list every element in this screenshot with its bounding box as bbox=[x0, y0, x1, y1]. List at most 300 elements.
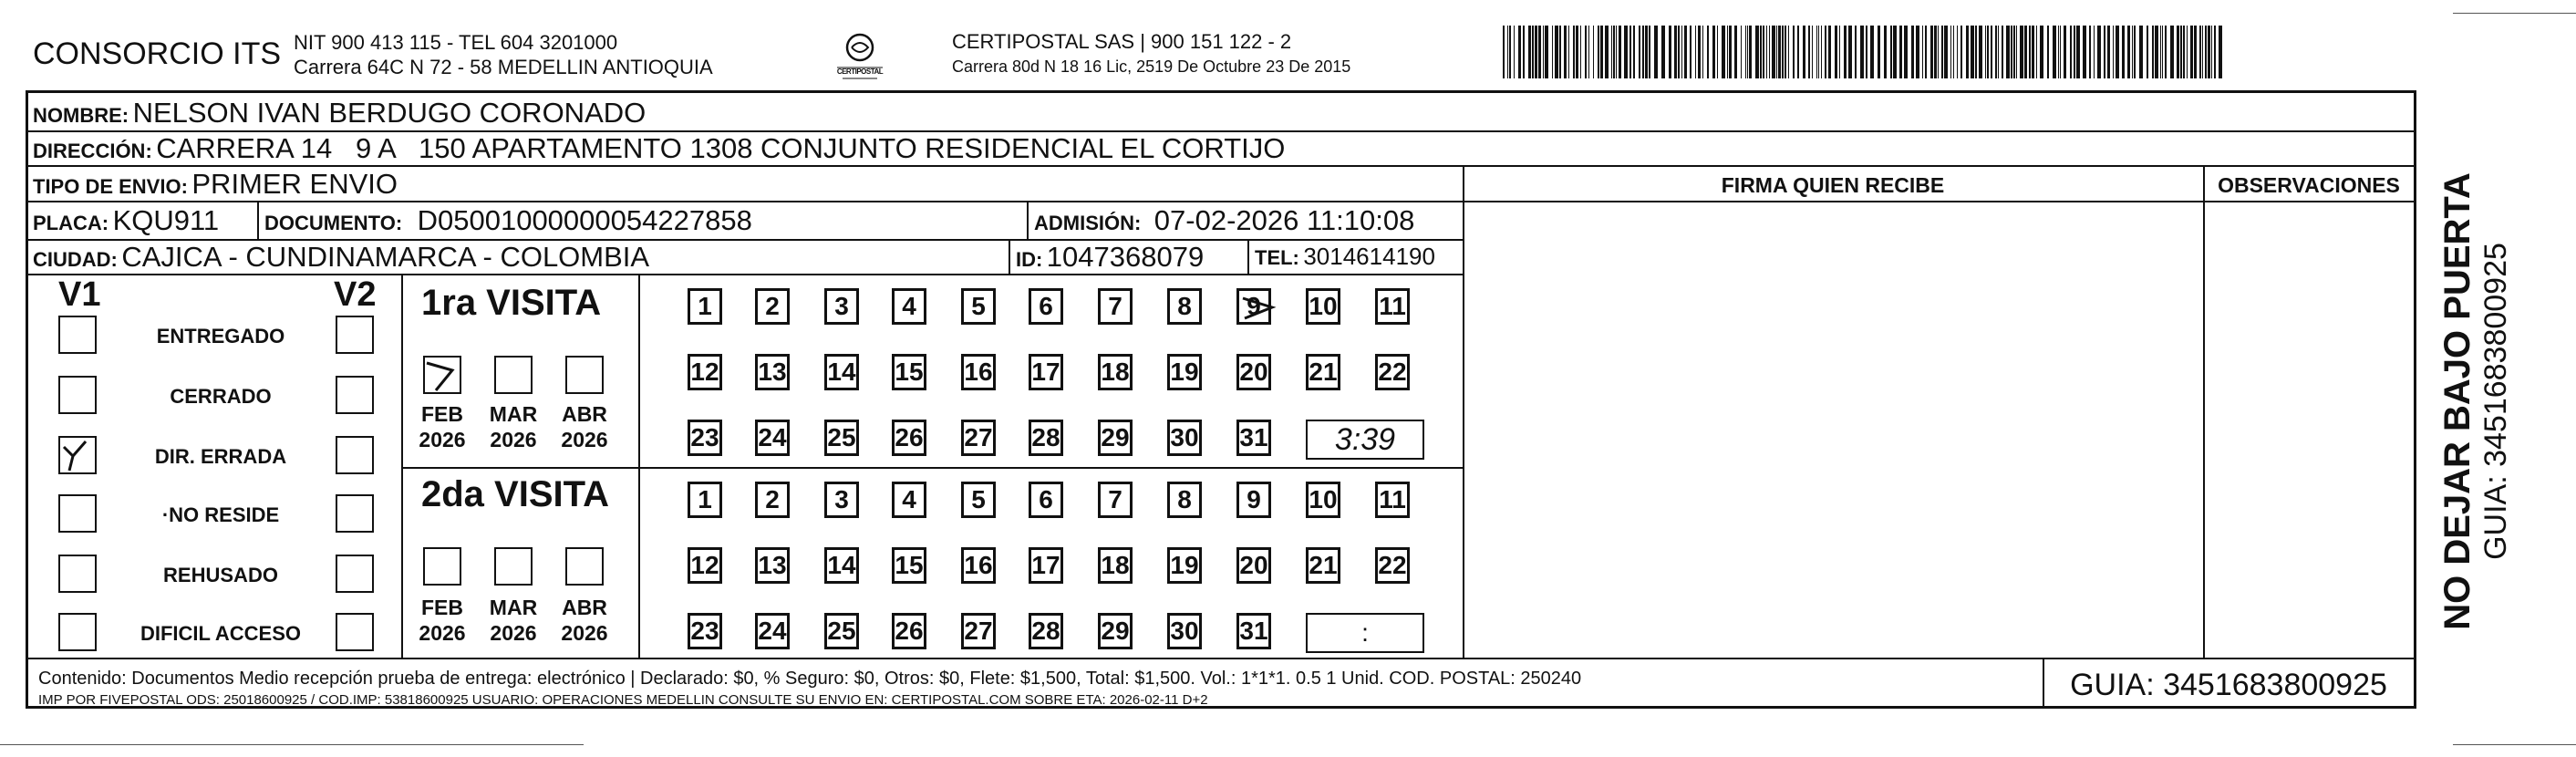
barcode-bar bbox=[2155, 26, 2158, 78]
first-visit-day-box[interactable] bbox=[1236, 288, 1271, 325]
admision-label: ADMISIÓN: bbox=[1034, 212, 1142, 234]
day-number: 4 bbox=[902, 292, 916, 320]
barcode-bar bbox=[2177, 26, 2179, 78]
tel-label: TEL: bbox=[1255, 246, 1299, 269]
first-visit-day-box[interactable] bbox=[755, 288, 790, 325]
check-mark-icon bbox=[425, 358, 461, 394]
month-name: ABR bbox=[562, 596, 607, 619]
barcode-bar bbox=[1605, 26, 1609, 78]
barcode-bar bbox=[2183, 26, 2185, 78]
day-number: 14 bbox=[827, 358, 856, 386]
day-number: 8 bbox=[1177, 292, 1192, 320]
second-visit-day-box[interactable] bbox=[1098, 547, 1133, 584]
barcode-bar bbox=[1979, 26, 1982, 78]
barcode-bar bbox=[1816, 26, 1817, 78]
day-number: 16 bbox=[964, 358, 993, 386]
v1-checkbox[interactable] bbox=[58, 555, 97, 593]
v2-checkbox[interactable] bbox=[336, 555, 374, 593]
barcode-bar bbox=[1695, 26, 1696, 78]
first-visit-day-box[interactable] bbox=[824, 420, 859, 456]
barcode-bar bbox=[1532, 26, 1534, 78]
barcode-bar bbox=[2029, 26, 2031, 78]
barcode-bar bbox=[1545, 26, 1548, 78]
day-number: 19 bbox=[1170, 358, 1199, 386]
second-visit-time-box[interactable]: : bbox=[1306, 613, 1424, 653]
barcode-bar bbox=[1568, 26, 1569, 78]
first-visit-day-box[interactable] bbox=[892, 288, 926, 325]
second-visit-day-box[interactable] bbox=[688, 547, 722, 584]
day-number: 2 bbox=[765, 292, 780, 320]
day-number: 1 bbox=[698, 485, 712, 513]
admision-value: 07-02-2026 11:10:08 bbox=[1154, 204, 1415, 236]
barcode-bar bbox=[1957, 26, 1958, 78]
second-visit-day-box[interactable] bbox=[1306, 482, 1340, 518]
nombre-label: NOMBRE: bbox=[33, 104, 129, 127]
observaciones-header: OBSERVACIONES bbox=[2218, 173, 2400, 197]
barcode-bar bbox=[1769, 26, 1770, 78]
barcode-bar bbox=[1745, 26, 1746, 78]
first-visit-day-box[interactable] bbox=[1029, 420, 1063, 456]
barcode-bar bbox=[1755, 26, 1759, 78]
ciudad-value: CAJICA - CUNDINAMARCA - COLOMBIA bbox=[121, 241, 650, 273]
second-visit-day-box[interactable] bbox=[1098, 613, 1133, 649]
barcode-bar bbox=[1985, 26, 1986, 78]
barcode-bar bbox=[1722, 26, 1725, 78]
barcode-bar bbox=[2074, 26, 2075, 78]
day-number: 9 bbox=[1247, 485, 1261, 513]
barcode-bar bbox=[1661, 26, 1665, 78]
barcode-bar bbox=[1930, 26, 1933, 78]
barcode-bar bbox=[2064, 26, 2066, 78]
barcode-bar bbox=[1707, 26, 1709, 78]
barcode-bar bbox=[1538, 26, 1541, 78]
barcode-bar bbox=[1633, 26, 1635, 78]
day-number: 12 bbox=[690, 358, 719, 386]
day-number: 1 bbox=[698, 292, 712, 320]
month-label bbox=[486, 595, 541, 646]
barcode-bar bbox=[1971, 26, 1974, 78]
barcode-bar bbox=[2070, 26, 2072, 78]
second-visit-day-box[interactable] bbox=[961, 613, 996, 649]
second-visit-day-box[interactable] bbox=[824, 482, 859, 518]
company-nit: NIT 900 413 115 - TEL 604 3201000 bbox=[294, 31, 618, 54]
barcode-bar bbox=[1821, 26, 1822, 78]
barcode-bar bbox=[1564, 26, 1567, 78]
barcode-bar bbox=[1785, 26, 1786, 78]
day-number: 17 bbox=[1031, 551, 1060, 579]
barcode-bar bbox=[1860, 26, 1864, 78]
barcode-bar bbox=[1776, 26, 1777, 78]
barcode-bar bbox=[1812, 26, 1813, 78]
day-number: 13 bbox=[758, 551, 787, 579]
v2-checkbox[interactable] bbox=[336, 494, 374, 533]
ciudad-label: CIUDAD: bbox=[33, 248, 118, 271]
barcode-bar bbox=[2162, 26, 2163, 78]
barcode-bar bbox=[1580, 26, 1581, 78]
side-guia: GUIA: 3451683800925 bbox=[2478, 243, 2513, 560]
month-label bbox=[557, 595, 612, 646]
first-visit-day-box[interactable] bbox=[1029, 288, 1063, 325]
barcode-bar bbox=[1585, 26, 1587, 78]
first-visit-day-box[interactable] bbox=[824, 288, 859, 325]
day-number: 23 bbox=[690, 423, 719, 451]
second-visit-day-box[interactable] bbox=[1167, 482, 1202, 518]
second-visit-day-box[interactable] bbox=[1236, 547, 1271, 584]
month-name: MAR bbox=[489, 596, 538, 619]
barcode-bar bbox=[1797, 26, 1799, 78]
month-checkbox[interactable] bbox=[565, 547, 604, 586]
barcode-bar bbox=[2134, 26, 2136, 78]
first-visit-day-box[interactable] bbox=[688, 354, 722, 390]
barcode-bar bbox=[1950, 26, 1951, 78]
barcode-bar bbox=[1749, 26, 1752, 78]
first-visit-day-box[interactable] bbox=[1306, 354, 1340, 390]
check-mark-icon bbox=[1237, 289, 1278, 326]
barcode-bar bbox=[2180, 26, 2182, 78]
barcode-bar bbox=[1808, 26, 1810, 78]
barcode-bar bbox=[1717, 26, 1718, 78]
second-visit-day-box[interactable] bbox=[824, 613, 859, 649]
barcode-bar bbox=[1734, 26, 1737, 78]
id-label: ID: bbox=[1016, 248, 1043, 271]
barcode-bar bbox=[1848, 26, 1852, 78]
day-number: 18 bbox=[1101, 551, 1130, 579]
v1-checkbox[interactable] bbox=[58, 613, 97, 651]
barcode-bar bbox=[1870, 26, 1874, 78]
day-number: 9 bbox=[1247, 292, 1261, 320]
barcode-bar bbox=[1616, 26, 1617, 78]
first-visit-time-box[interactable]: 3:39 bbox=[1306, 420, 1424, 460]
status-label: DIR. ERRADA bbox=[154, 445, 287, 468]
barcode-bar bbox=[1678, 26, 1680, 78]
barcode-bar bbox=[2219, 26, 2222, 78]
first-visit-title: 1ra VISITA bbox=[421, 283, 602, 323]
second-visit-day-box[interactable] bbox=[755, 613, 790, 649]
status-label: ·NO RESIDE bbox=[161, 503, 280, 526]
v1-header: V1 bbox=[58, 275, 101, 314]
barcode-bar bbox=[1576, 26, 1578, 78]
month-year: 2026 bbox=[490, 621, 537, 645]
footer-contents: Contenido: Documentos Medio recepción prueba de entrega: electrónico | Declarado: $0, % Seguro: $0, Otros: $0, Flete: $1,500, Total: $1,500. Vol.: 1*1*1. 0.5 1 Unid. COD. POSTAL: 250240 bbox=[38, 669, 1582, 689]
barcode-bar bbox=[2024, 26, 2027, 78]
v2-header: V2 bbox=[334, 275, 377, 314]
month-label bbox=[415, 595, 470, 646]
month-checkbox[interactable] bbox=[494, 547, 533, 586]
second-visit-title: 2da VISITA bbox=[421, 474, 609, 514]
barcode-bar bbox=[1747, 26, 1748, 78]
second-visit-day-box[interactable] bbox=[1167, 547, 1202, 584]
month-year: 2026 bbox=[419, 428, 466, 451]
day-number: 25 bbox=[827, 617, 856, 645]
day-number: 26 bbox=[895, 423, 924, 451]
month-year: 2026 bbox=[490, 428, 537, 451]
month-label bbox=[415, 401, 470, 452]
month-label bbox=[486, 401, 541, 452]
barcode-bar bbox=[1763, 26, 1764, 78]
barcode-bar bbox=[1803, 26, 1805, 78]
day-number: 31 bbox=[1239, 617, 1268, 645]
day-number: 18 bbox=[1101, 358, 1130, 386]
tipo-envio-value: PRIMER ENVIO bbox=[191, 168, 398, 200]
day-number: 29 bbox=[1101, 617, 1130, 645]
barcode-bar bbox=[1645, 26, 1648, 78]
barcode-bar bbox=[1698, 26, 1701, 78]
month-checkbox[interactable] bbox=[423, 356, 461, 394]
placa-label: PLACA: bbox=[33, 212, 109, 234]
barcode-bar bbox=[1619, 26, 1621, 78]
barcode-bar bbox=[1681, 26, 1682, 78]
barcode-bar bbox=[1904, 26, 1908, 78]
barcode-bar bbox=[2013, 26, 2015, 78]
first-visit-day-box[interactable] bbox=[961, 420, 996, 456]
barcode-bar bbox=[1555, 26, 1558, 78]
barcode-bar bbox=[2047, 26, 2049, 78]
day-number: 21 bbox=[1309, 358, 1338, 386]
second-visit-day-box[interactable] bbox=[1375, 547, 1410, 584]
barcode-bar bbox=[2127, 26, 2130, 78]
status-label: DIFICIL ACCESO bbox=[140, 622, 301, 645]
barcode-bar bbox=[2076, 26, 2080, 78]
first-visit-day-box[interactable] bbox=[1167, 354, 1202, 390]
first-visit-day-box[interactable] bbox=[961, 354, 996, 390]
barcode-bar bbox=[2160, 26, 2161, 78]
day-number: 26 bbox=[895, 617, 924, 645]
second-visit-day-box[interactable] bbox=[688, 482, 722, 518]
month-checkbox[interactable] bbox=[565, 356, 604, 394]
first-visit-day-box[interactable] bbox=[1236, 354, 1271, 390]
second-visit-day-box[interactable] bbox=[755, 547, 790, 584]
barcode-bar bbox=[1649, 26, 1650, 78]
check-mark-icon bbox=[60, 438, 97, 474]
second-visit-day-box[interactable] bbox=[1098, 482, 1133, 518]
direccion-label: DIRECCIÓN: bbox=[33, 140, 152, 162]
v2-checkbox[interactable] bbox=[336, 436, 374, 474]
first-visit-day-box[interactable] bbox=[1236, 420, 1271, 456]
month-checkbox[interactable] bbox=[494, 356, 533, 394]
barcode-bar bbox=[1890, 26, 1892, 78]
second-visit-day-box[interactable] bbox=[1375, 482, 1410, 518]
barcode-bar bbox=[2116, 26, 2119, 78]
barcode-bar bbox=[1855, 26, 1857, 78]
barcode-bar bbox=[2016, 26, 2017, 78]
barcode-bar bbox=[2211, 26, 2212, 78]
month-name: MAR bbox=[489, 402, 538, 426]
barcode-bar bbox=[1613, 26, 1615, 78]
month-name: ABR bbox=[562, 402, 607, 426]
barcode-bar bbox=[1528, 26, 1531, 78]
barcode-bar bbox=[1674, 26, 1677, 78]
v1-checkbox[interactable] bbox=[58, 316, 97, 354]
second-visit-day-box[interactable] bbox=[824, 547, 859, 584]
barcode-bar bbox=[1788, 26, 1789, 78]
second-visit-day-box[interactable] bbox=[892, 547, 926, 584]
day-number: 28 bbox=[1031, 617, 1060, 645]
barcode-bar bbox=[1741, 26, 1742, 78]
day-number: 20 bbox=[1239, 358, 1268, 386]
first-visit-day-box[interactable] bbox=[688, 420, 722, 456]
month-year: 2026 bbox=[419, 621, 466, 645]
barcode-bar bbox=[1624, 26, 1628, 78]
second-visit-day-box[interactable] bbox=[1236, 613, 1271, 649]
side-text bbox=[2421, 164, 2530, 638]
barcode-bar bbox=[2060, 26, 2061, 78]
first-visit-day-box[interactable] bbox=[1098, 420, 1133, 456]
day-number: 24 bbox=[758, 617, 787, 645]
barcode-bar bbox=[1588, 26, 1589, 78]
day-number: 16 bbox=[964, 551, 993, 579]
second-visit-day-box[interactable] bbox=[1029, 547, 1063, 584]
barcode-bar bbox=[1839, 26, 1840, 78]
first-visit-day-box[interactable] bbox=[1098, 288, 1133, 325]
barcode-bar bbox=[1866, 26, 1867, 78]
barcode-bar bbox=[1793, 26, 1795, 78]
barcode-bar bbox=[2132, 26, 2133, 78]
day-number: 30 bbox=[1170, 423, 1199, 451]
first-visit-day-box[interactable] bbox=[1306, 288, 1340, 325]
v1-checkbox[interactable] bbox=[58, 436, 97, 474]
barcode-bar bbox=[2202, 26, 2203, 78]
second-visit-day-box[interactable] bbox=[1029, 613, 1063, 649]
barcode-bar bbox=[2020, 26, 2023, 78]
status-label: REHUSADO bbox=[163, 564, 278, 586]
v2-checkbox[interactable] bbox=[336, 376, 374, 414]
barcode-bar bbox=[2040, 26, 2043, 78]
direccion-value: CARRERA 14 9 A 150 APARTAMENTO 1308 CONJUNTO RESIDENCIAL EL CORTIJO bbox=[156, 132, 1286, 164]
barcode-bar bbox=[2205, 26, 2207, 78]
day-number: 27 bbox=[964, 617, 993, 645]
second-visit-day-box[interactable] bbox=[1029, 482, 1063, 518]
barcode-bar bbox=[1518, 26, 1521, 78]
barcode-bar bbox=[1878, 26, 1880, 78]
barcode-bar bbox=[2152, 26, 2154, 78]
barcode-bar bbox=[1629, 26, 1631, 78]
barcode-bar bbox=[1893, 26, 1897, 78]
first-visit-day-box[interactable] bbox=[1375, 288, 1410, 325]
v1-checkbox[interactable] bbox=[58, 376, 97, 414]
day-number: 28 bbox=[1031, 423, 1060, 451]
barcode-bar bbox=[1828, 26, 1831, 78]
barcode-bar bbox=[1899, 26, 1902, 78]
day-number: 6 bbox=[1039, 292, 1053, 320]
second-visit-day-box[interactable] bbox=[755, 482, 790, 518]
barcode-bar bbox=[1998, 26, 1999, 78]
day-number: 6 bbox=[1039, 485, 1053, 513]
day-number: 27 bbox=[964, 423, 993, 451]
barcode-bar bbox=[1514, 26, 1515, 78]
barcode-bar bbox=[2036, 26, 2037, 78]
barcode-bar bbox=[1727, 26, 1728, 78]
second-visit-day-box[interactable] bbox=[1236, 482, 1271, 518]
barcode-bar bbox=[1911, 26, 1914, 78]
barcode-bar bbox=[1669, 26, 1671, 78]
status-label: CERRADO bbox=[170, 385, 272, 408]
barcode-bar bbox=[1702, 26, 1703, 78]
day-number: 5 bbox=[971, 485, 986, 513]
day-number: 5 bbox=[971, 292, 986, 320]
first-visit-day-box[interactable] bbox=[755, 354, 790, 390]
first-visit-day-box[interactable] bbox=[1375, 354, 1410, 390]
barcode-bar bbox=[2002, 26, 2003, 78]
day-number: 12 bbox=[690, 551, 719, 579]
barcode-bar bbox=[1934, 26, 1937, 78]
day-number: 25 bbox=[827, 423, 856, 451]
v1-checkbox[interactable] bbox=[58, 494, 97, 533]
second-visit-day-box[interactable] bbox=[961, 547, 996, 584]
barcode-bar bbox=[2187, 26, 2188, 78]
barcode-bar bbox=[1782, 26, 1784, 78]
second-visit-day-box[interactable] bbox=[1306, 547, 1340, 584]
second-visit-day-box[interactable] bbox=[892, 482, 926, 518]
second-visit-day-box[interactable] bbox=[688, 613, 722, 649]
first-visit-day-box[interactable] bbox=[755, 420, 790, 456]
day-number: 11 bbox=[1379, 485, 1406, 513]
first-visit-day-box[interactable] bbox=[688, 288, 722, 325]
barcode-bar bbox=[2139, 26, 2143, 78]
barcode-bar bbox=[1552, 26, 1553, 78]
day-number: 19 bbox=[1170, 551, 1199, 579]
v2-checkbox[interactable] bbox=[336, 613, 374, 651]
second-visit-day-box[interactable] bbox=[961, 482, 996, 518]
barcode-bar bbox=[1991, 26, 1992, 78]
first-visit-day-box[interactable] bbox=[1029, 354, 1063, 390]
day-number: 13 bbox=[758, 358, 787, 386]
barcode-bar bbox=[2214, 26, 2216, 78]
certipostal-logo bbox=[830, 31, 890, 82]
placa-value: KQU911 bbox=[112, 204, 220, 236]
first-visit-day-box[interactable] bbox=[892, 420, 926, 456]
day-number: 22 bbox=[1378, 551, 1407, 579]
first-visit-day-box[interactable] bbox=[1167, 420, 1202, 456]
barcode-bar bbox=[1760, 26, 1762, 78]
no-dejar-bajo-puerta: NO DEJAR BAJO PUERTA bbox=[2437, 172, 2478, 630]
v2-checkbox[interactable] bbox=[336, 316, 374, 354]
barcode-bar bbox=[1916, 26, 1919, 78]
day-number: 21 bbox=[1309, 551, 1338, 579]
month-checkbox[interactable] bbox=[423, 547, 461, 586]
day-number: 24 bbox=[758, 423, 787, 451]
barcode-bar bbox=[2170, 26, 2174, 78]
tel-value: 3014614190 bbox=[1303, 243, 1435, 270]
nombre-value: NELSON IVAN BERDUGO CORONADO bbox=[132, 97, 647, 129]
barcode-bar bbox=[1573, 26, 1575, 78]
second-visit-day-box[interactable] bbox=[1167, 613, 1202, 649]
barcode-bar bbox=[1611, 26, 1612, 78]
first-visit-day-box[interactable] bbox=[1167, 288, 1202, 325]
first-visit-day-box[interactable] bbox=[1098, 354, 1133, 390]
second-visit-day-box[interactable] bbox=[892, 613, 926, 649]
barcode-bar bbox=[1778, 26, 1781, 78]
first-visit-day-box[interactable] bbox=[961, 288, 996, 325]
day-number: 22 bbox=[1378, 358, 1407, 386]
month-name: FEB bbox=[421, 402, 463, 426]
barcode-bar bbox=[1944, 26, 1948, 78]
barcode-bar bbox=[1712, 26, 1715, 78]
barcode-bar bbox=[2199, 26, 2201, 78]
barcode-bar bbox=[2089, 26, 2091, 78]
barcode-bar bbox=[1835, 26, 1837, 78]
certipostal-info: CERTIPOSTAL SAS | 900 151 122 - 2 bbox=[952, 30, 1292, 53]
day-number: 17 bbox=[1031, 358, 1060, 386]
first-visit-day-box[interactable] bbox=[892, 354, 926, 390]
barcode-bar bbox=[1654, 26, 1658, 78]
barcode bbox=[1503, 26, 2225, 78]
first-visit-day-box[interactable] bbox=[824, 354, 859, 390]
day-number: 20 bbox=[1239, 551, 1268, 579]
barcode-bar bbox=[2032, 26, 2034, 78]
barcode-bar bbox=[1507, 26, 1508, 78]
barcode-bar bbox=[1535, 26, 1537, 78]
day-number: 7 bbox=[1108, 292, 1122, 320]
